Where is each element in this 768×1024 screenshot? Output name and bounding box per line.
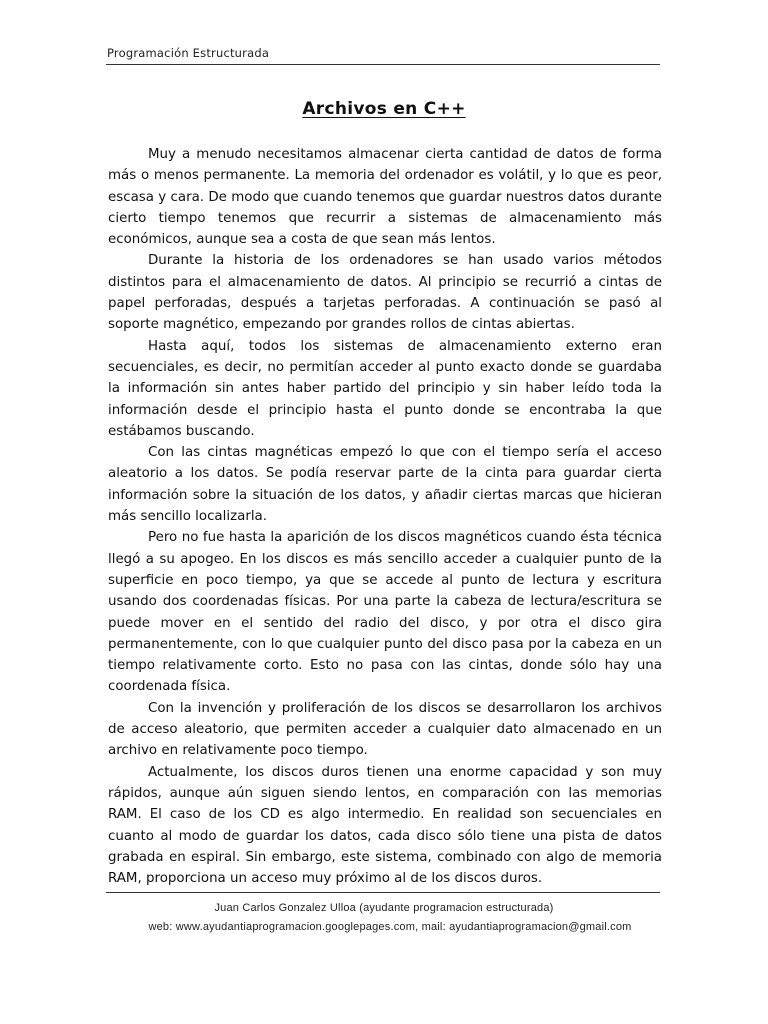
running-header: Programación Estructurada	[107, 46, 270, 60]
paragraph-1: Muy a menudo necesitamos almacenar cierta cantidad de datos de forma más o menos permanente. La memoria del ordenador es volátil, y lo que es peor, escasa y cara. De modo que cuando tenemos que guardar nuestros datos durante cierto tiempo tenemos que recurrir a sistemas de almacenamiento más económicos, aunque sea a costa de que sean más lentos.	[108, 147, 662, 248]
paragraph-5: Pero no fue hasta la aparición de los discos magnéticos cuando ésta técnica llegó a su apogeo. En los discos es más sencillo acceder a cualquier punto de la superficie en poco tiempo, ya que se accede al punto de lectura y escritura usando dos coordenadas físicas. Por una parte la cabeza de lectura/escritura se puede mover en el sentido del radio del disco, y por otra el disco gira permanentemente, con lo que cualquier punto del disco pasa por la cabeza en un tiempo relativamente corto. Esto no pasa con las cintas, donde sólo hay una coordenada física.	[108, 530, 662, 695]
footer-author: Juan Carlos Gonzalez Ulloa (ayudante programacion estructurada)	[214, 902, 554, 914]
footer-contact: web: www.ayudantiaprogramacion.googlepages.com, mail: ayudantiaprogramacion@gmail.com	[148, 921, 632, 933]
body-text	[108, 144, 662, 889]
paragraph-6: Con la invención y proliferación de los discos se desarrollaron los archivos de acceso aleatorio, que permiten acceder a cualquier dato almacenado en un archivo en relativamente poco tiempo.	[108, 700, 662, 759]
paragraph-4: Con las cintas magnéticas empezó lo que con el tiempo sería el acceso aleatorio a los datos. Se podía reservar parte de la cinta para guardar cierta información sobre la situación de los datos, y añadir ciertas marcas que hicieran más sencillo localizarla.	[108, 445, 662, 525]
header-divider	[106, 64, 660, 65]
page-title-text: Archivos en C++	[302, 99, 466, 119]
paragraph-7: Actualmente, los discos duros tienen una enorme capacidad y son muy rápidos, aunque aún siguen siendo lentos, en comparación con las memorias RAM. El caso de los CD es algo intermedio. En realidad son secuenciales en cuanto al modo de guardar los datos, cada disco sólo tiene una pista de datos grabada en espiral. Sin embargo, este sistema, combinado con algo de memoria RAM, proporciona un acceso muy próximo al de los discos duros.	[108, 764, 662, 887]
page-title	[0, 99, 768, 119]
footer-divider	[106, 892, 660, 893]
paragraph-2: Durante la historia de los ordenadores se han usado varios métodos distintos para el almacenamiento de datos. Al principio se recurrió a cintas de papel perforadas, después a tarjetas perforadas. A continuación se pasó al soporte magnético, empezando por grandes rollos de cintas abiertas.	[108, 253, 662, 333]
paragraph-3: Hasta aquí, todos los sistemas de almacenamiento externo eran secuenciales, es decir, no permitían acceder al punto exacto donde se guardaba la información sin antes haber partido del principio y sin haber leído toda la información desde el principio hasta el punto donde se encontraba la que estábamos buscando.	[108, 338, 662, 439]
